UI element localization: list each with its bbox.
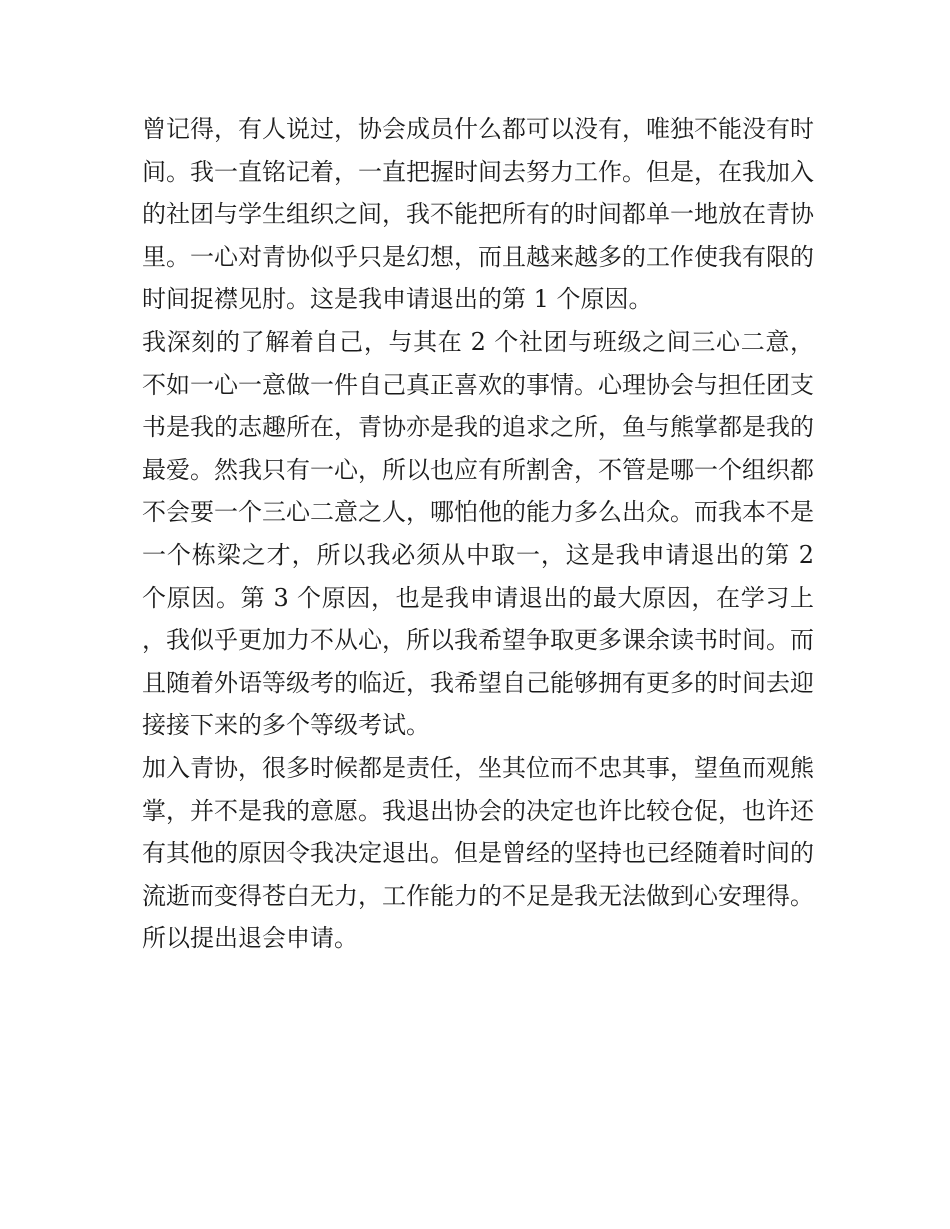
paragraph-time-reason: 曾记得，有人说过，协会成员什么都可以没有，唯独不能没有时间。我一直铭记着，一直把握时间去努力工作。但是，在我加入的社团与学生组织之间，我不能把所有的时间都单一地放在青协里。一心对青协似乎只是幻想，而且越来越多的工作使我有限的时间捉襟见肘。这是我申请退出的第 1 个原因。	[142, 115, 814, 314]
document-body	[142, 108, 814, 960]
paragraph-conclusion: 加入青协，很多时候都是责任，坐其位而不忠其事，望鱼而观熊掌，并不是我的意愿。我退出协会的决定也许比较仓促，也许还有其他的原因令我决定退出。但是曾经的坚持也已经随着时间的流逝而变得苍白无力，工作能力的不足是我无法做到心安理得。所以提出退会申请。	[142, 753, 814, 953]
paragraph-focus-reason: 我深刻的了解着自己，与其在 2 个社团与班级之间三心二意，不如一心一意做一件自己真正喜欢的事情。心理协会与担任团支书是我的志趣所在，青协亦是我的追求之所，鱼与熊掌都是我的最爱。然我只有一心，所以也应有所割舍，不管是哪一个组织都不会要一个三心二意之人，哪怕他的能力多么出众。而我本不是一个栋梁之才，所以我必须从中取一，这是我申请退出的第 2 个原因。第 3 个原因，也是我申请退出的最大原因，在学习上，我似乎更加力不从心，所以我希望争取更多课余读书时间。而且随着外语等级考的临近，我希望自己能够拥有更多的时间去迎接接下来的多个等级考试。	[142, 327, 814, 740]
